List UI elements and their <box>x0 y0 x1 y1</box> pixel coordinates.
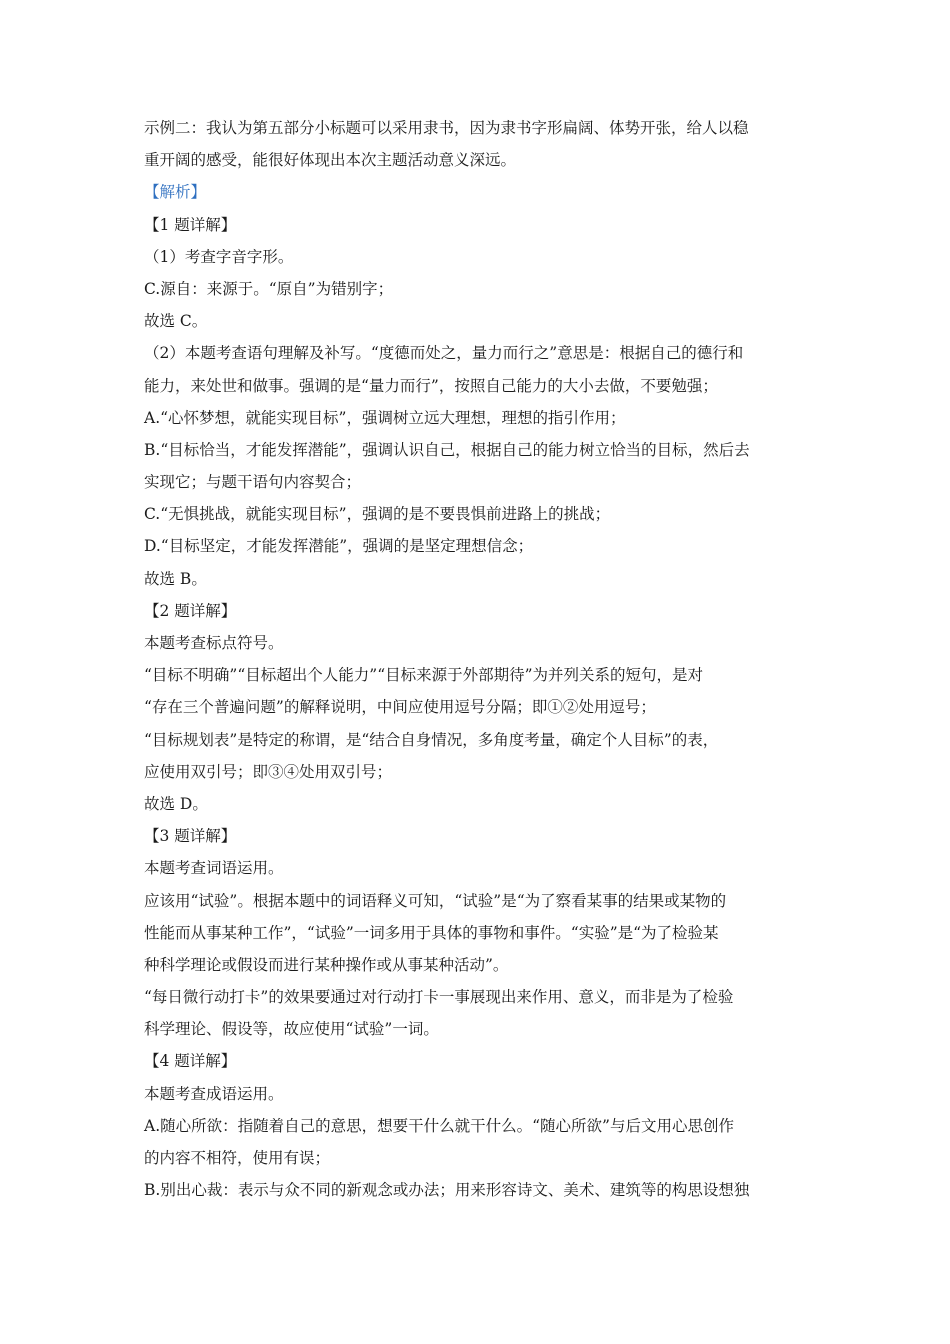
text-line: “每日微行动打卡”的效果要通过对行动打卡一事展现出来作用、意义，而非是为了检验 <box>144 988 734 1007</box>
text-line: 性能而从事某种工作”，“试验”一词多用于具体的事物和事件。“实验”是“为了检验某 <box>144 923 719 942</box>
question-2-heading: 【2 题详解】 <box>144 601 237 620</box>
text-line: （1）考查字音字形。 <box>144 247 294 266</box>
text-line: 本题考查词语运用。 <box>144 859 284 878</box>
text-line: B.“目标恰当，才能发挥潜能”，强调认识自己，根据自己的能力树立恰当的目标，然后去 <box>144 440 750 459</box>
text-line: 示例二：我认为第五部分小标题可以采用隶书，因为隶书字形扁阔、体势开张，给人以稳 <box>144 119 749 137</box>
text-line: 故选 B。 <box>144 569 207 588</box>
text-line: A.“心怀梦想，就能实现目标”，强调树立远大理想，理想的指引作用； <box>144 408 626 427</box>
text-line: “存在三个普遍问题”的解释说明，中间应使用逗号分隔；即①②处用逗号； <box>144 698 656 717</box>
text-line: 应该用“试验”。根据本题中的词语释义可知，“试验”是“为了察看某事的结果或某物的 <box>144 891 727 910</box>
document-body <box>144 112 814 1206</box>
text-line: 科学理论、假设等，故应使用“试验”一词。 <box>144 1020 439 1039</box>
text-line: D.“目标坚定，才能发挥潜能”，强调的是坚定理想信念； <box>144 537 534 556</box>
text-line: 本题考查成语运用。 <box>144 1084 284 1103</box>
question-4-heading: 【4 题详解】 <box>144 1052 237 1071</box>
text-line: 实现它；与题干语句内容契合； <box>144 473 362 492</box>
text-line: A.随心所欲：指随着自己的意思，想要干什么就干什么。“随心所欲”与后文用心思创作 <box>144 1116 734 1135</box>
text-line: B.别出心裁：表示与众不同的新观念或办法；用来形容诗文、美术、建筑等的构思设想独 <box>144 1181 750 1200</box>
text-line: C.“无惧挑战，就能实现目标”，强调的是不要畏惧前进路上的挑战； <box>144 505 611 524</box>
text-line: 种科学理论或假设而进行某种操作或从事某种活动”。 <box>144 955 509 974</box>
text-line: “目标规划表”是特定的称谓，是“结合自身情况，多角度考量，确定个人目标”的表， <box>144 730 719 749</box>
text-line: 的内容不相符，使用有误； <box>144 1149 331 1167</box>
text-line: （2）本题考查语句理解及补写。“度德而处之，量力而行之”意思是：根据自己的德行和 <box>144 344 744 363</box>
question-1-heading: 【1 题详解】 <box>144 215 237 234</box>
text-line: 故选 C。 <box>144 312 208 331</box>
analysis-heading: 【解析】 <box>144 183 207 202</box>
question-3-heading: 【3 题详解】 <box>144 827 237 846</box>
text-line: 本题考查标点符号。 <box>144 634 284 652</box>
text-line: 重开阔的感受，能很好体现出本次主题活动意义深远。 <box>144 151 517 170</box>
text-line: 应使用双引号；即③④处用双引号； <box>144 762 393 781</box>
text-line: 故选 D。 <box>144 794 208 813</box>
text-line: 能力，来处世和做事。强调的是“量力而行”，按照自己能力的大小去做，不要勉强； <box>144 376 718 395</box>
text-line: C.源自：来源于。“原自”为错别字； <box>144 279 394 298</box>
text-line: “目标不明确”“目标超出个人能力”“目标来源于外部期待”为并列关系的短句，是对 <box>144 666 704 685</box>
